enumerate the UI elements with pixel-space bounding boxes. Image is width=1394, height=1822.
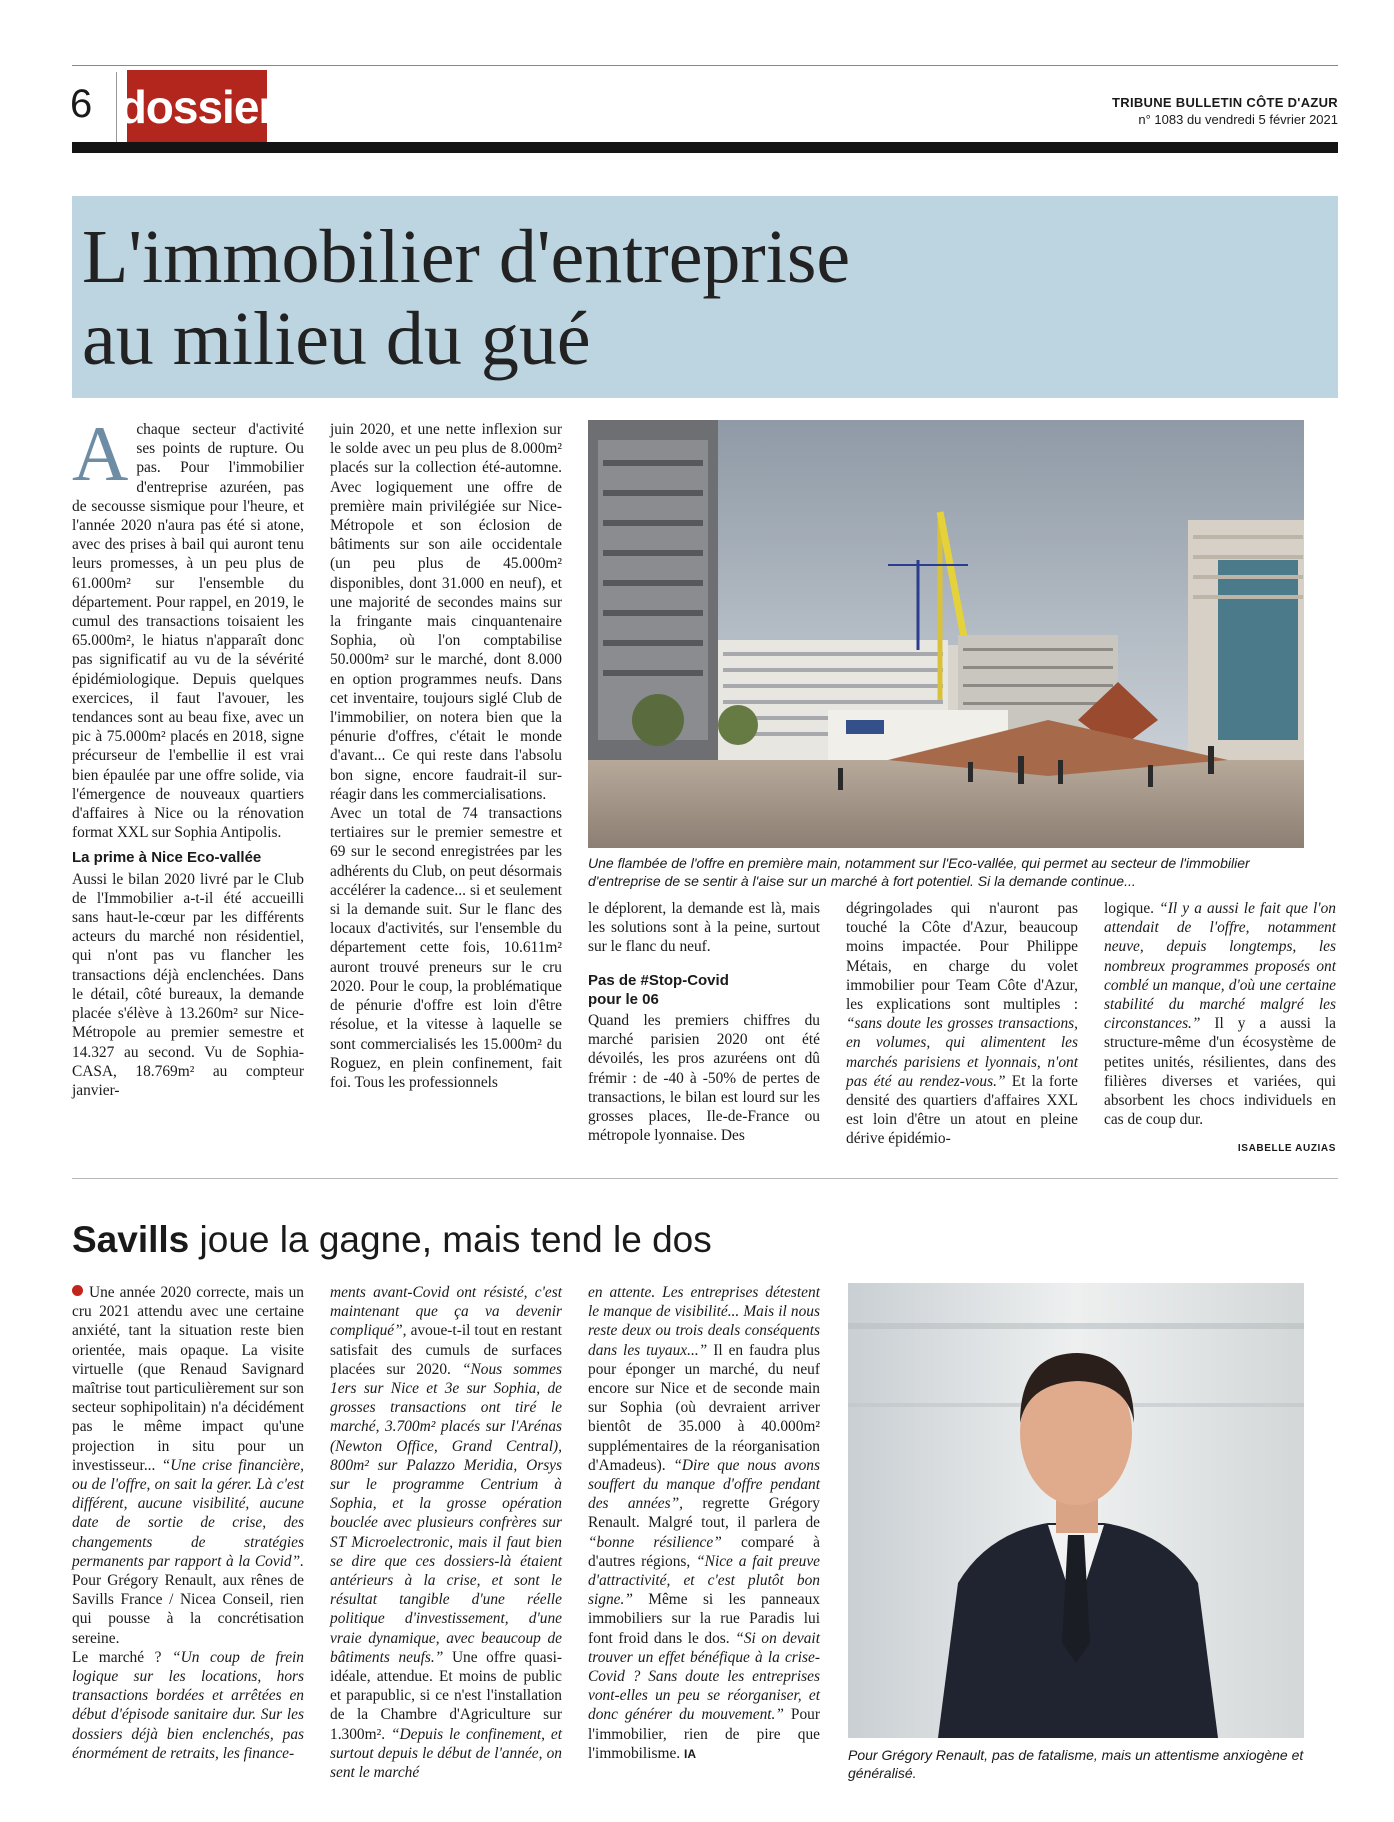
article1-col3-cont: Quand les premiers chiffres du marché parisien 2020 ont été dévoilés, les pros azuréens ont dû frémir : de -40 à -50% de pertes de transactions, le bilan est lourd sur les grosses places, Ile-de-France ou métropole lyonnaise. Des [588, 1012, 820, 1145]
article2-col3-quote4: “Nice a fait preuve d'attractivité, et c'est plutôt bon signe.” [588, 1552, 820, 1609]
article1-subhead-2a: Pas de #Stop-Covid [588, 971, 729, 989]
article2-col2-cont: Une offre quasi-idéale, attendue. Et moins de public et parapublic, si ce n'est l'installation de la Chambre d'Agriculture sur 1.300m². [330, 1648, 562, 1743]
article1-column-3 [588, 899, 820, 1145]
headline-box [72, 196, 1338, 398]
article1-col2-text2: Avec un total de 74 transactions tertiaires sur le premier semestre et 69 sur le second enregistrées par les adhérents du Club, on peut désormais accélérer la cadence... si et seulement si la demande suit. Sur le flanc des locaux d'activités, sur l'ensemble du département cette fois, 10.611m² auront trouvé preneurs sur le cru 2020. Pour le coup, la problématique de pénurie d'offre est loin d'être résolue, et la vitesse à laquelle se sont commercialisés les 15.000m² du Roguez, en plein confinement, fait foi. Tous les professionnels [330, 805, 562, 1091]
headline-line-1: L'immobilier d'entreprise [82, 215, 851, 299]
article2-column-1 [72, 1283, 304, 1763]
article1-col5-text: logique. [1104, 900, 1155, 917]
article1-column-5 [1104, 899, 1336, 1159]
article1-col4-text: dégringolades qui n'auront pas touché la Côte d'Azur, beaucoup moins impactée. Pour Philippe Métais, en charge du volet immobilier pour Team Côte d'Azur, les explications sont multiples : [846, 900, 1078, 1014]
article2-col1-quote: “Une crise financière, ou de l'offre, on sait la gérer. Là c'est différent, aucune visibilité, aucune date de sortie de crise, des changements de stratégies permanents par rapport à la Covid”. [72, 1456, 304, 1570]
article2-col1-market-quote: “Un coup de frein logique sur les locations, hors transactions bordées et arrêtées en début d'épisode sanitaire dur. Sur les dossiers déjà bien enclenchés, pas énormément de retraits, les finance- [72, 1648, 305, 1762]
article2-signature: IA [684, 1746, 696, 1761]
article1-intro: chaque secteur d'activité ses points de rupture. Ou pas. Pour l'immobilier d'entreprise azuréen, pas de secousse sismique pour l'heure, et l'année 2020 n'aura pas été si atone, avec des prises à bail qui auront tenu leurs promesses, à un peu plus de 61.000m² sur l'ensemble du département. Pour rappel, en 2019, le cumul des transactions toisaient les 65.000m², le hiatus n'apparaît donc pas significatif au vu de la sévérité épidémiologique. Depuis quelques exercices, il faut l'avouer, les tendances sont au beau fixe, avec un pic à 75.000m² placés en 2018, signe précurseur de l'embellie il est vrai bien épaulée par une offre solide, via l'émergence de nouveaux quartiers d'affaires à Nice ou la rénovation format XXL sur Sophia Antipolis. [72, 421, 304, 842]
article1-col3-text: le déplorent, la demande est là, mais les solutions sont à la peine, surtout sur le flanc du neuf. [588, 900, 820, 956]
gregory-renault-portrait [848, 1283, 1304, 1738]
drop-cap: A [72, 410, 129, 497]
article2-col3-quote1: en attente. Les entreprises détestent le manque de visibilité... Mais il nous reste deux ou trois deals conséquents dans les tuyaux...” [588, 1284, 820, 1359]
article1-column-1 [72, 410, 304, 1100]
article2-column-3 [588, 1283, 820, 1764]
publication-issue: n° 1083 du vendredi 5 février 2021 [1138, 112, 1338, 127]
article2-col3-cont3: Même si les panneaux immobiliers sur la rue Paradis lui font froid dans le dos. [588, 1591, 820, 1647]
publication-name: TRIBUNE BULLETIN CÔTE D'AZUR [1112, 95, 1338, 110]
article2-col3-quote2: “Dire que nous avons souffert du manque d'offre pendant des années”, [588, 1456, 820, 1513]
article2-col3-text: Il en faudra plus pour éponger un marché, du neuf encore sur Nice et de seconde main sur Sophia (où devraient arriver bientôt de 35.000 à 40.000m² supplémentaires de la réorganisation d'Amadeus). [588, 1341, 820, 1474]
header-rule [72, 142, 1338, 153]
article2-col2-quote3: “Depuis le confinement, et surtout depuis le début de l'année, on sent le marché [330, 1725, 562, 1782]
article2-title-rest: joue la gagne, mais tend le dos [199, 1219, 712, 1260]
article2-col1-text: Une année 2020 correcte, mais un cru 2021 attendu avec une certaine anxiété, tant la situation reste bien orientée, mais opaque. La visite virtuelle (que Renaud Savignard maîtrise tout particulièrement sur son secteur sophipolitain) n'a décidément pas le même impact qu'une projection in situ pour un investisseur... [72, 1284, 304, 1474]
bullet-icon [72, 1285, 83, 1296]
article2-col3-quote5: “Si on devait trouver un effet bénéfique à la crise-Covid ? Sans doute les entreprises vont-elles un peu se réorganiser, et donc générer du mouvement.” [588, 1629, 820, 1724]
article2-col2-quote1: ments avant-Covid ont résisté, c'est maintenant que ça va devenir compliqué”, [330, 1284, 562, 1340]
article2-col2-quote2: “Nous sommes 1ers sur Nice et 3e sur Sophia, de grosses transactions ont tiré le marché, 3.700m² placés sur l'Arénas (Newton Office, Grand Central), 800m² sur Palazzo Meridia, Orsys sur le programme Centrium à Sophia, et la grosse opération bouclée avec plusieurs confrères sur ST Microelectronic, mais il faut bien se dire que ces dossiers-là étaient antérieurs à la crise, et sont le résultat tangible d'une réelle politique d'investissement, d'une vraie dynamique, avec beaucoup de bâtiments neufs.” [330, 1360, 562, 1666]
page-number: 6 [70, 82, 93, 126]
article2-col3-cont: regrette Grégory Renault. Malgré tout, il parlera de [588, 1495, 820, 1532]
article1-subhead: La prime à Nice Eco-vallée [72, 849, 262, 867]
article2-col3-end: Pour l'immobilier, rien de pire que l'immobilisme. [588, 1706, 820, 1762]
article1-col4-quote: “sans doute les grosses transactions, en volumes, qui alimentent les marchés parisiens et lyonnais, n'ont pas été au rendez-vous.” [846, 1015, 1078, 1090]
photo1-caption: Une flambée de l'offre en première main, notamment sur l'Eco-vallée, qui permet au secteur de l'immobilier d'entreprise de se sentir à l'aise sur un marché à fort potentiel. Si la demande continue... [588, 855, 1250, 889]
article1-byline: ISABELLE AUZIAS [1237, 1143, 1336, 1155]
article1-col5-cont: Il y a aussi la structure-même d'un écosystème de petites unités, résilientes, dans des filières diverses et variées, qui absorbent les chocs individuels en cas de coup dur. [1104, 1015, 1336, 1129]
article1-col4-cont: Et la forte densité des quartiers d'affaires XXL est loin d'être un atout en pleine dérive épidémio- [846, 1072, 1078, 1148]
top-rule [72, 65, 1338, 66]
headline-line-2: au milieu du gué [82, 297, 591, 381]
photo2-caption: Pour Grégory Renault, pas de fatalisme, mais un attentisme anxiogène et généralisé. [848, 1747, 1304, 1781]
article2-col1-market: Le marché ? [72, 1648, 162, 1666]
article2-col2-text: avoue-t-il tout en restant satisfait des cumuls de surfaces placées sur 2020. [330, 1322, 562, 1378]
article2-title-bold: Savills [72, 1219, 190, 1260]
article1-col2-text: juin 2020, et une nette inflexion sur le solde avec un peu plus de 8.000m² placés sur la collection été-automne. Avec logiquement une offre de première main privilégiée sur Nice-Métropole et son éclosion de bâtiments sur son aile occidentale (un peu plus de 45.000m² disponibles, dont 31.000 en neuf), et une majorité de secondes mains sur la fringante mais cinquantenaire Sophia, où l'on comptabilise 50.000m² sur le marché, dont 8.000 en option programmes neufs. Dans cet inventaire, toujours siglé Club de l'immobilier, on notera bien que la pénurie d'offres, c'était le monde d'avant... Ce qui reste dans l'absolu bon signe, encore faudrait-il sur-réagir dans les commercialisations. [330, 421, 562, 803]
article1-col1-cont: Aussi le bilan 2020 livré par le Club de l'Immobilier a-t-il été accueilli sans haut-le-cœur par les différents acteurs du marché non résidentiel, qui n'ont pas vu flancher les transactions déjà enclenchées. Dans le détail, côté bureaux, la demande placée s'élève à 13.260m² sur Nice-Métropole au premier semestre et 14.327 au second. Vu de Sophia-CASA, 18.769m² au compteur janvier- [72, 870, 304, 1099]
article1-subhead-2b: pour le 06 [588, 990, 659, 1008]
section-tag: dossier [127, 70, 267, 144]
article2-column-2 [330, 1283, 562, 1782]
page-number-divider [116, 72, 117, 142]
section-divider [72, 1178, 1338, 1179]
article2-col1-cont: Pour Grégory Renault, aux rênes de Savills France / Nicea Conseil, rien qui pousse à la concrétisation sereine. [72, 1572, 304, 1647]
article2-col3-cont2: comparé à d'autres régions, [588, 1533, 820, 1570]
article1-col5-quote: “Il y a aussi le fait que l'on attendait de l'offre, notamment neuve, depuis longtemps, les nombreux programmes proposés ont comblé un manque, d'où une certaine stabilité du marché malgré les circonstances.” [1104, 900, 1336, 1033]
eco-vallee-photo [588, 420, 1304, 848]
article2-title [72, 1218, 712, 1262]
headline [82, 216, 850, 380]
article2-col3-quote3: “bonne résilience” [588, 1533, 722, 1551]
article1-column-4 [846, 899, 1078, 1149]
article1-column-2 [330, 420, 562, 1092]
